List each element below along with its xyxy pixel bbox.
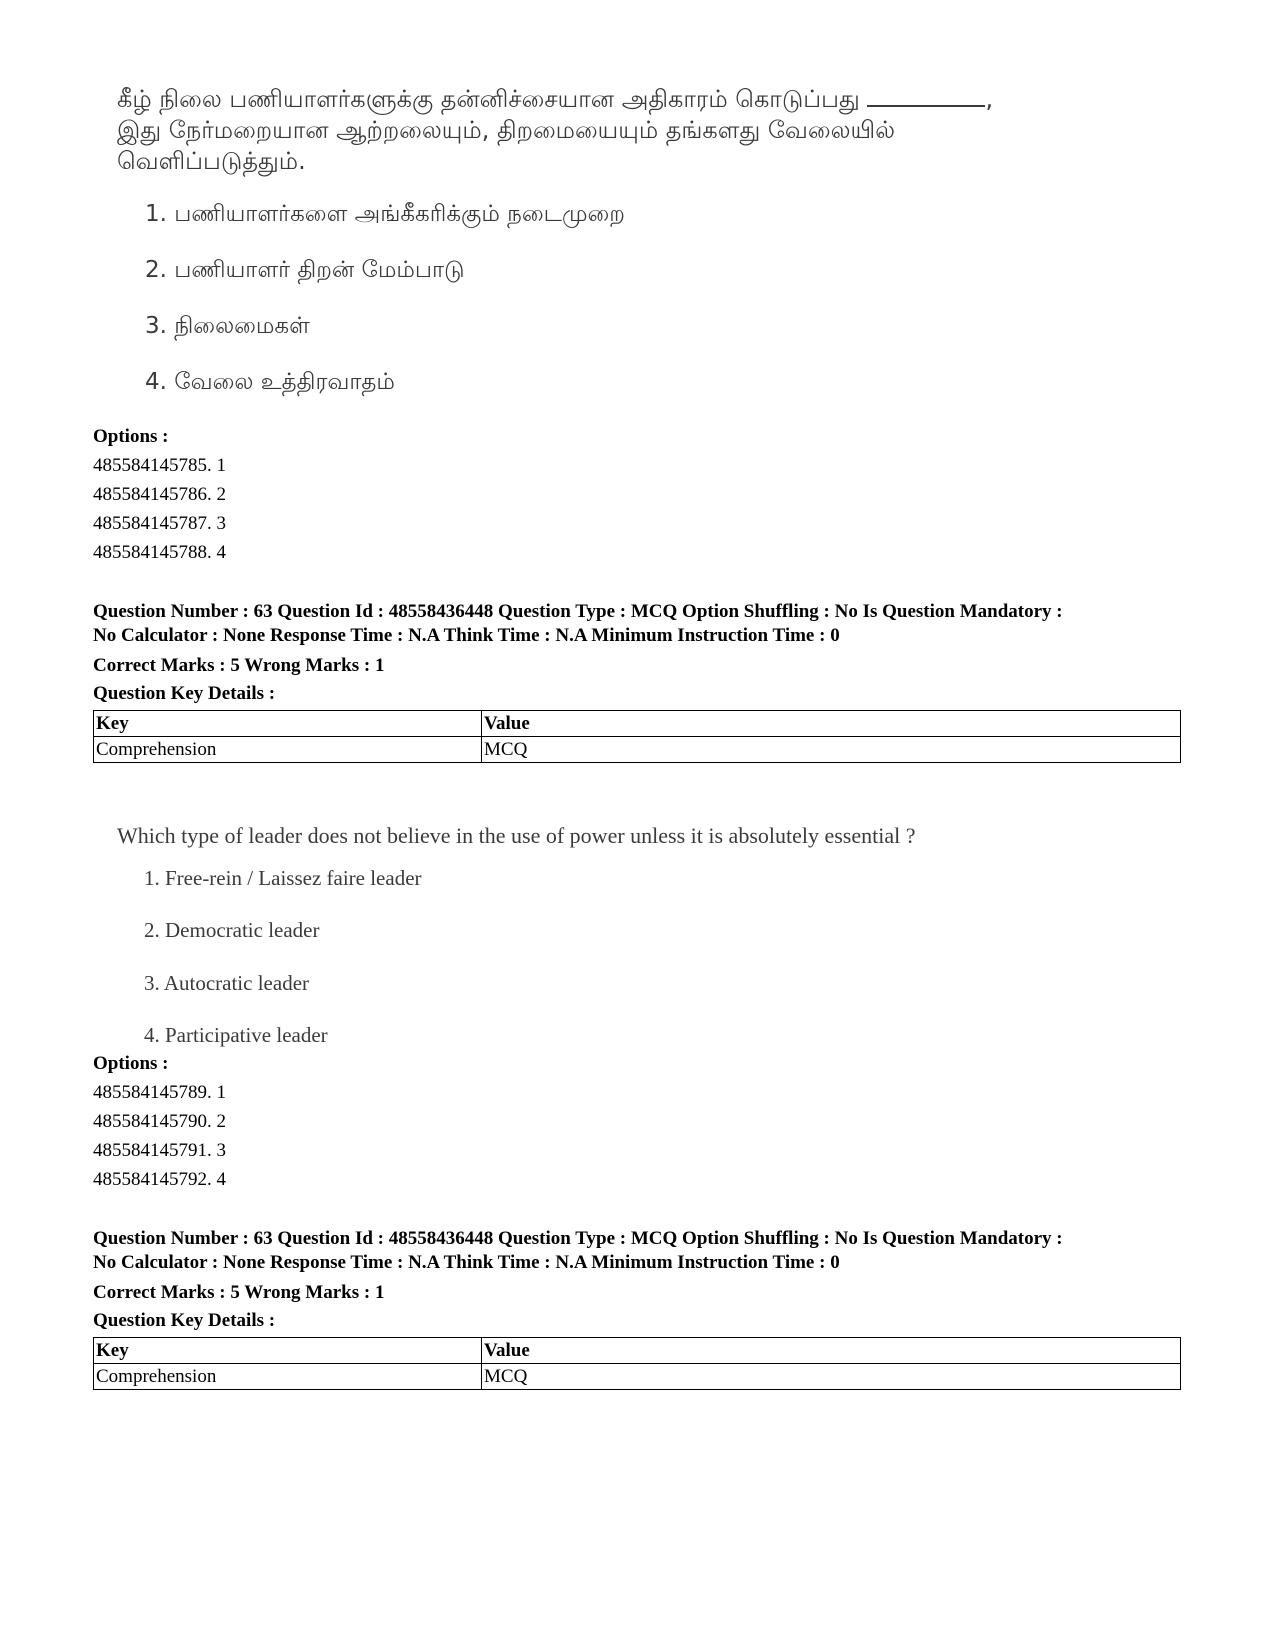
table-row	[94, 737, 1181, 763]
question-text: Which type of leader does not believe in the use of power unless it is absolutely essential ?	[117, 823, 916, 848]
answer-blank	[867, 85, 985, 107]
options-list	[93, 422, 226, 567]
table-cell: Comprehension	[94, 737, 482, 763]
option-item: 485584145791. 3	[93, 1140, 226, 1161]
table-header-row	[94, 1338, 1181, 1364]
question-line: இது நேர்மறையான ஆற்றலையும், திறமையையும் தங்களது வேலையில்	[117, 116, 896, 144]
table-cell: Comprehension	[94, 1364, 482, 1390]
options-label: Options :	[93, 1053, 169, 1074]
option-item: 485584145790. 2	[93, 1111, 226, 1132]
table-cell: MCQ	[482, 1364, 1181, 1390]
question-line: வெளிப்படுத்தும்.	[117, 147, 306, 175]
key-details-label: Question Key Details :	[93, 1310, 276, 1331]
question-text	[117, 84, 1177, 177]
choice-item: 1. Free-rein / Laissez faire leader	[144, 866, 422, 890]
meta-line: Question Number : 63 Question Id : 48558436448 Question Type : MCQ Option Shuffling : No Is Question Mandatory :	[93, 1228, 1063, 1249]
key-details-table	[93, 1337, 1181, 1390]
question-meta	[93, 1227, 1193, 1390]
table-header-cell: Value	[482, 711, 1181, 737]
choice-item: 4. Participative leader	[144, 1023, 328, 1047]
options-label: Options :	[93, 426, 169, 447]
question-image-tamil	[117, 84, 1177, 395]
option-item: 485584145786. 2	[93, 484, 226, 505]
table-header-row	[94, 711, 1181, 737]
key-details-label: Question Key Details :	[93, 683, 276, 704]
option-item: 485584145788. 4	[93, 542, 226, 563]
table-header-cell: Key	[94, 711, 482, 737]
question-line-text: கீழ் நிலை பணியாளர்களுக்கு தன்னிச்சையான அதிகாரம் கொடுப்பது	[117, 85, 860, 113]
meta-line: Question Number : 63 Question Id : 48558436448 Question Type : MCQ Option Shuffling : No Is Question Mandatory :	[93, 601, 1063, 622]
choice-item: 3. நிலைமைகள்	[145, 313, 310, 339]
question-meta	[93, 600, 1193, 763]
table-row	[94, 1364, 1181, 1390]
question-line	[117, 84, 1177, 115]
options-list	[93, 1049, 226, 1194]
option-item: 485584145785. 1	[93, 455, 226, 476]
option-item: 485584145787. 3	[93, 513, 226, 534]
choice-item: 3. Autocratic leader	[144, 971, 310, 995]
option-item: 485584145792. 4	[93, 1169, 226, 1190]
marks-line: Correct Marks : 5 Wrong Marks : 1	[93, 655, 385, 676]
meta-line: No Calculator : None Response Time : N.A Think Time : N.A Minimum Instruction Time : 0	[93, 1252, 840, 1273]
choice-item: 2. Democratic leader	[144, 918, 320, 942]
choice-item: 1. பணியாளர்களை அங்கீகரிக்கும் நடைமுறை	[145, 201, 625, 227]
choice-item: 2. பணியாளர் திறன் மேம்பாடு	[145, 257, 465, 283]
table-cell: MCQ	[482, 737, 1181, 763]
key-details-table	[93, 710, 1181, 763]
choice-item: 4. வேலை உத்திரவாதம்	[145, 369, 395, 395]
table-header-cell: Key	[94, 1338, 482, 1364]
option-item: 485584145789. 1	[93, 1082, 226, 1103]
meta-line: No Calculator : None Response Time : N.A Think Time : N.A Minimum Instruction Time : 0	[93, 625, 840, 646]
marks-line: Correct Marks : 5 Wrong Marks : 1	[93, 1282, 385, 1303]
question-image-english	[117, 822, 1177, 1047]
question-line-suffix: ,	[985, 85, 994, 113]
table-header-cell: Value	[482, 1338, 1181, 1364]
